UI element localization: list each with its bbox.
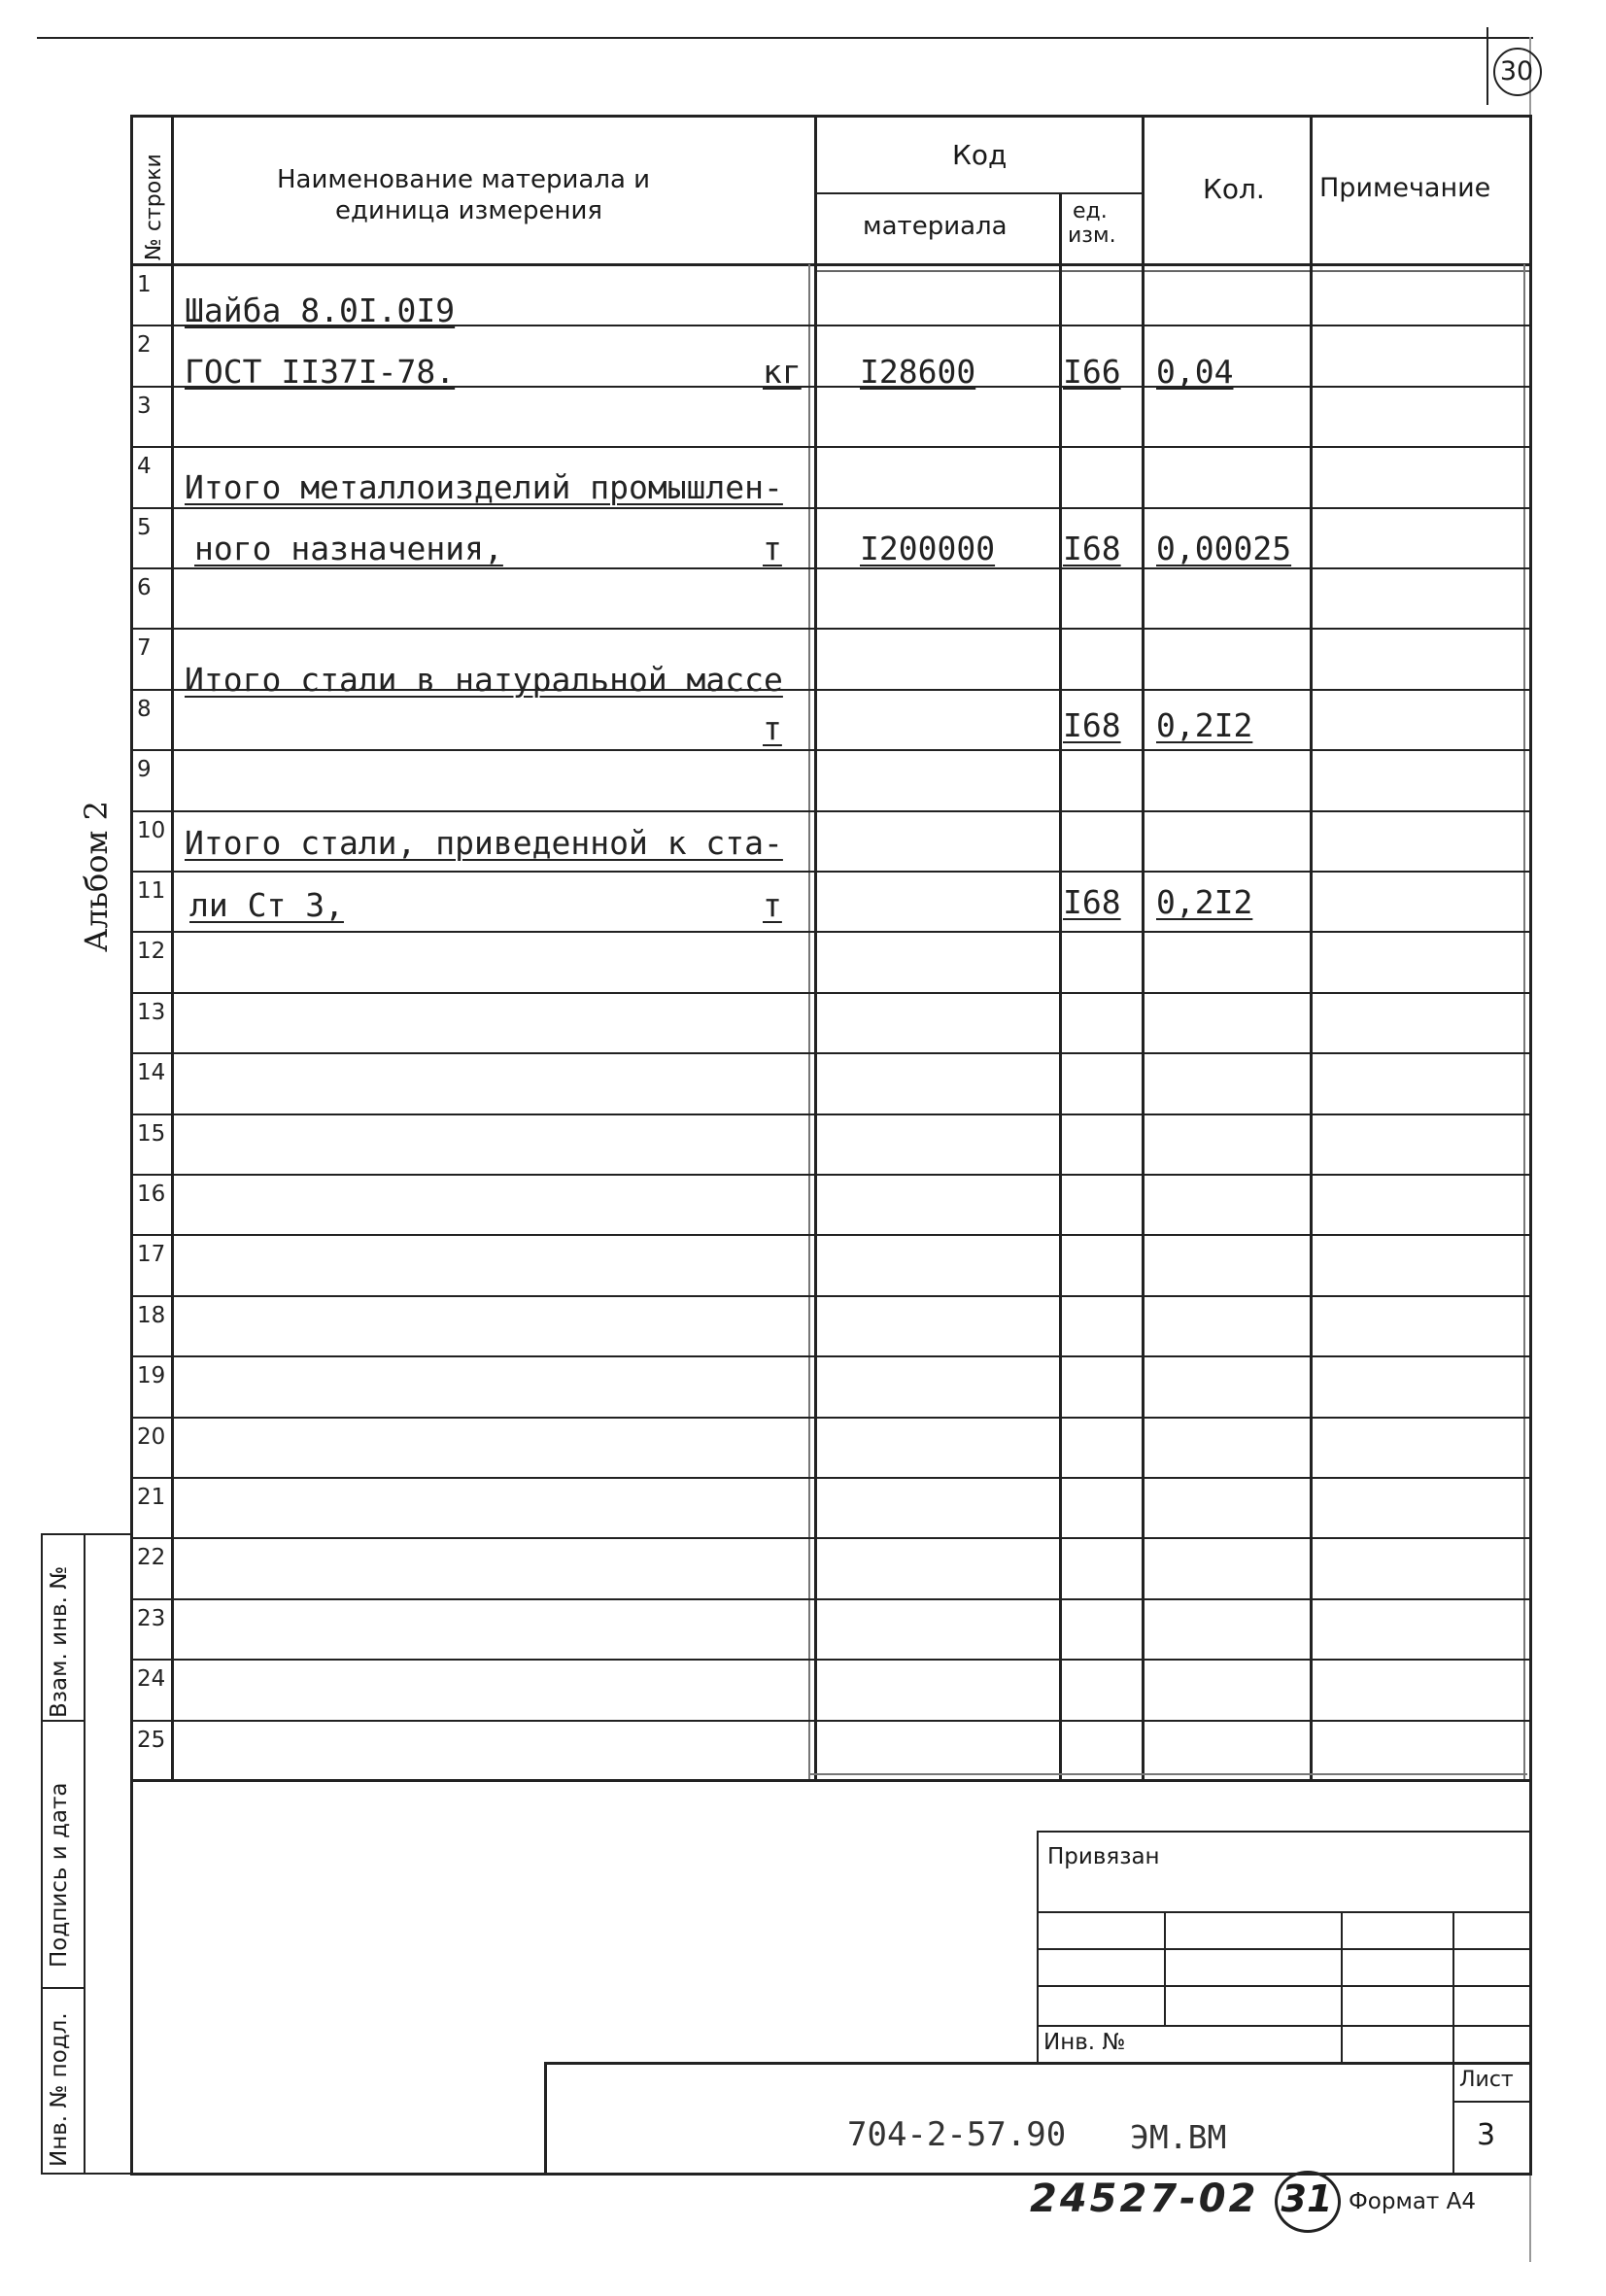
col-line-unit <box>1142 115 1145 1779</box>
row2-ed: I66 <box>1063 353 1121 391</box>
row2-code: I28600 <box>860 353 976 391</box>
row-number: 11 <box>137 878 166 904</box>
col-line-name-inner <box>808 264 810 1779</box>
row-number: 17 <box>137 1242 166 1267</box>
tb-vline-2 <box>1341 1911 1343 2064</box>
row-divider <box>130 1052 1532 1054</box>
row-number: 12 <box>137 939 166 964</box>
header-material: материала <box>863 212 1008 241</box>
row11-ed: I68 <box>1063 883 1121 921</box>
tb-line-a <box>1037 1911 1530 1913</box>
row-number: 3 <box>137 394 152 419</box>
side-stamp-top-line <box>41 1533 132 1535</box>
footer-circled-number: 31 <box>1281 2177 1333 2220</box>
top-right-divider <box>1486 27 1488 105</box>
row-divider <box>130 1355 1532 1357</box>
row-number: 6 <box>137 575 152 600</box>
row-divider <box>130 1537 1532 1539</box>
row-divider <box>130 749 1532 751</box>
header-code: Код <box>952 139 1008 171</box>
row-divider <box>130 1174 1532 1176</box>
row-number: 15 <box>137 1121 166 1147</box>
row8-unit: т <box>763 709 782 747</box>
side-stamp-mid-line <box>84 1533 85 2175</box>
col-line-rownum <box>171 115 174 1779</box>
header-bottom-line <box>130 263 1532 266</box>
col-line-name <box>814 115 817 1779</box>
row11-unit: т <box>763 886 782 924</box>
album-label: Альбом 2 <box>78 801 115 952</box>
header-bottom-line-2 <box>814 270 1529 272</box>
side-inv: Инв. № подл. <box>47 2012 72 2167</box>
row1-name: Шайба 8.0I.0I9 <box>185 291 456 329</box>
row-number: 14 <box>137 1060 166 1085</box>
footer-format: Формат А4 <box>1349 2189 1476 2214</box>
row-divider <box>130 810 1532 812</box>
side-stamp-bottom-line <box>41 2173 132 2175</box>
row11-name: ли Ст 3, <box>189 886 344 924</box>
row5-name: ного назначения, <box>194 530 503 567</box>
header-qty: Кол. <box>1203 173 1265 205</box>
row-divider <box>130 992 1532 994</box>
row11-qty: 0,2I2 <box>1156 883 1253 921</box>
row-divider <box>130 1234 1532 1236</box>
row-divider <box>130 628 1532 630</box>
side-vzam: Взам. инв. № <box>47 1565 72 1718</box>
tb-list-divider <box>1452 2101 1530 2103</box>
row-divider <box>130 507 1532 509</box>
tb-doc: ЭМ.ВМ <box>1130 2118 1227 2156</box>
row-divider <box>130 931 1532 933</box>
row-number: 8 <box>137 697 152 722</box>
side-stamp-line-2 <box>41 1987 85 1989</box>
top-border-line <box>37 37 1533 39</box>
tb-vline-1 <box>1164 1911 1166 2025</box>
header-code-divider <box>814 192 1145 194</box>
row2-qty: 0,04 <box>1156 353 1234 391</box>
row-number: 5 <box>137 515 152 540</box>
header-row-no: № строки <box>142 154 166 260</box>
tb-main-left <box>544 2062 547 2175</box>
header-unit-line2: изм. <box>1068 223 1116 248</box>
footer-handwritten-number: 24527-02 <box>1030 2176 1259 2221</box>
row-number: 20 <box>137 1424 166 1450</box>
row-divider <box>130 1295 1532 1297</box>
header-note: Примечание <box>1319 173 1491 203</box>
tb-line-c <box>1037 1985 1530 1987</box>
row-divider <box>130 871 1532 873</box>
row-number: 18 <box>137 1303 166 1328</box>
header-name-line1: Наименование материала и <box>277 165 651 194</box>
tb-inv-no: Инв. № <box>1043 2030 1126 2055</box>
tb-privyazan-top <box>1037 1831 1530 1833</box>
side-stamp-line-1 <box>41 1720 85 1722</box>
row5-qty: 0,00025 <box>1156 530 1292 567</box>
row-divider <box>130 446 1532 448</box>
row-divider <box>130 1598 1532 1600</box>
side-podpis: Подпись и дата <box>47 1782 72 1968</box>
table-bottom-line <box>130 1779 1532 1782</box>
row5-ed: I68 <box>1063 530 1121 567</box>
col-line-table-right-inner <box>1523 264 1525 1779</box>
row-number: 21 <box>137 1485 166 1510</box>
row-number: 16 <box>137 1182 166 1207</box>
tb-line-b <box>1037 1948 1530 1950</box>
col-line-qty <box>1310 115 1313 1779</box>
row-number: 13 <box>137 1000 166 1025</box>
tb-privyazan: Привязан <box>1047 1844 1160 1869</box>
row-number: 19 <box>137 1363 166 1388</box>
page-number-top: 30 <box>1499 56 1534 86</box>
row10-name: Итого стали, приведенной к ста- <box>185 824 783 862</box>
row-divider <box>130 1720 1532 1722</box>
row-number: 9 <box>137 757 152 782</box>
frame-top-line <box>130 115 1532 118</box>
row-number: 24 <box>137 1666 166 1692</box>
tb-designation: 704-2-57.90 <box>847 2115 1067 2154</box>
row5-unit: т <box>763 530 782 567</box>
row-number: 10 <box>137 818 166 843</box>
col-line-material <box>1059 192 1062 1779</box>
tb-list-label: Лист <box>1459 2068 1514 2092</box>
table-bottom-line-2 <box>808 1773 1527 1775</box>
row-number: 7 <box>137 635 152 661</box>
row-number: 2 <box>137 332 152 358</box>
tb-line-d <box>1037 2025 1530 2027</box>
row8-qty: 0,2I2 <box>1156 706 1253 744</box>
row-divider <box>130 1477 1532 1479</box>
row-number: 25 <box>137 1728 166 1753</box>
tb-main-top <box>544 2062 1531 2065</box>
row-divider <box>130 567 1532 569</box>
tb-privyazan-left <box>1037 1831 1039 2064</box>
row-divider <box>130 1114 1532 1115</box>
header-unit-line1: ед. <box>1073 199 1108 223</box>
row-number: 22 <box>137 1545 166 1570</box>
row2-name: ГОСТ II37I-78. <box>185 353 456 391</box>
row8-ed: I68 <box>1063 706 1121 744</box>
header-name-line2: единица измерения <box>335 196 603 225</box>
row5-code: I200000 <box>860 530 996 567</box>
tb-sheet: 3 <box>1477 2118 1496 2152</box>
row2-unit: кг <box>763 353 802 391</box>
row-divider <box>130 1417 1532 1419</box>
tb-vline-3 <box>1452 1911 1454 2174</box>
row-divider <box>130 1659 1532 1661</box>
row-number: 4 <box>137 454 152 479</box>
row-number: 1 <box>137 272 152 297</box>
row4-name: Итого металлоизделий промышлен- <box>185 468 783 506</box>
frame-right-line <box>1529 115 1532 2175</box>
side-stamp-left-line <box>41 1533 43 2175</box>
row-number: 23 <box>137 1606 166 1631</box>
frame-left-line <box>130 115 133 2175</box>
row7-name: Итого стали в натуральной массе <box>185 661 783 699</box>
